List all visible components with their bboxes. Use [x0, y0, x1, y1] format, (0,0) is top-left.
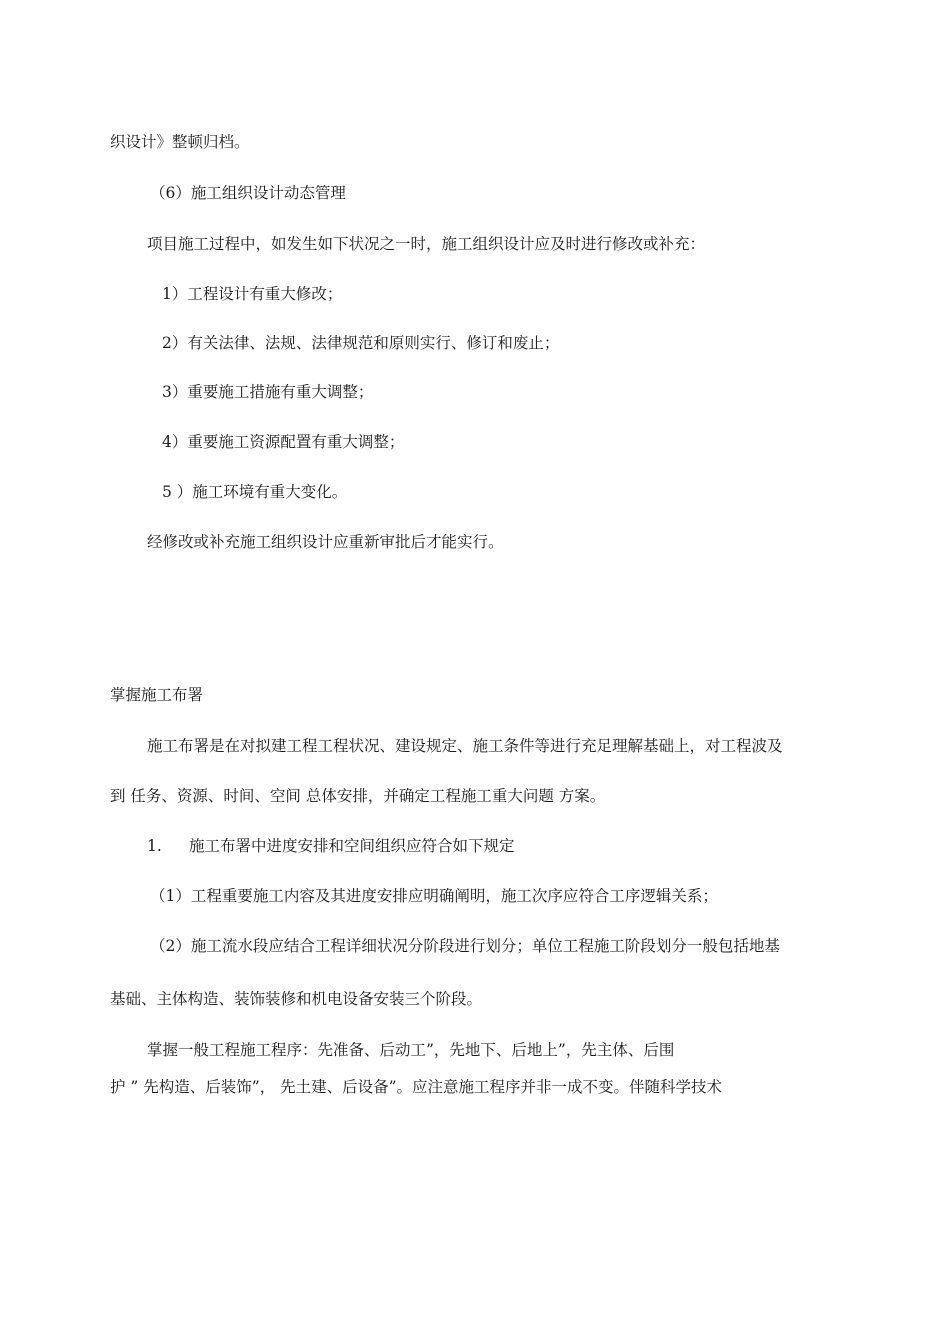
paragraph-deployment-definition: 施工布署是在对拟建工程工程状况、建设规定、施工条件等进行充足理解基础上，对工程波及 [147, 737, 783, 755]
numbered-heading-number: 1. [147, 837, 162, 855]
paragraph-deployment-definition-cont: 到 任务、资源、时间、空间 总体安排，并确定工程施工重大问题 方案。 [110, 787, 606, 805]
numbered-heading-text: 施工布署中进度安排和空间组织应符合如下规定 [189, 837, 515, 855]
paragraph-continuation: 织设计》整顿归档。 [110, 133, 250, 151]
section-heading-construction-deployment: 掌握施工布署 [110, 686, 204, 704]
list-item-1: 1）工程设计有重大修改； [162, 285, 343, 303]
rule-item-2: （2）施工流水段应结合工程详细状况分阶段进行划分；单位工程施工阶段划分一般包括地基 [150, 937, 780, 955]
section-heading-dynamic-management: （6）施工组织设计动态管理 [150, 184, 346, 202]
rule-item-2-cont: 基础、主体构造、装饰装修和机电设备安装三个阶段。 [110, 990, 483, 1008]
paragraph-construction-sequence: 掌握一般工程施工程序：先准备、后动工”，先地下、后地上”，先主体、后围 [147, 1041, 675, 1059]
list-item-5: 5 ）施工环境有重大变化。 [162, 483, 348, 501]
list-item-3: 3）重要施工措施有重大调整； [162, 383, 374, 401]
list-item-4: 4）重要施工资源配置有重大调整； [162, 433, 405, 451]
rule-item-1: （1）工程重要施工内容及其进度安排应明确阐明，施工次序应符合工序逻辑关系； [150, 887, 718, 905]
paragraph-reapproval: 经修改或补充施工组织设计应重新审批后才能实行。 [147, 533, 504, 551]
paragraph-construction-sequence-cont: 护 ” 先构造、后装饰”， 先土建、后设备”。应注意施工程序并非一成不变。伴随科学技术 [110, 1078, 723, 1096]
paragraph-revision-conditions: 项目施工过程中，如发生如下状况之一时，施工组织设计应及时进行修改或补充： [147, 235, 706, 253]
numbered-heading-1 [147, 836, 515, 856]
list-item-2: 2）有关法律、法规、法律规范和原则实行、修订和废止； [162, 334, 560, 352]
